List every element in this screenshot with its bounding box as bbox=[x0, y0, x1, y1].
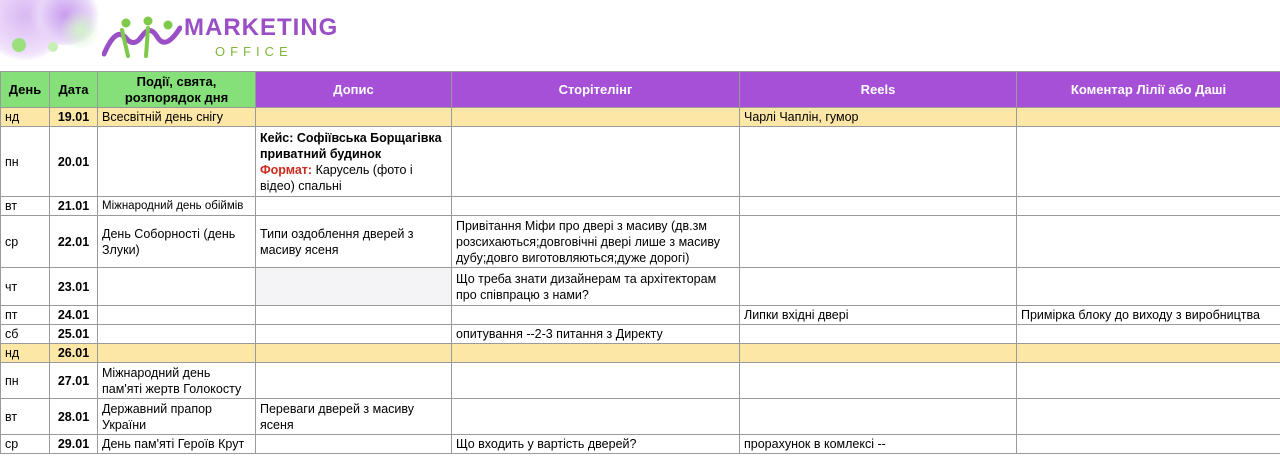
cell-post[interactable] bbox=[256, 325, 452, 344]
cell-reels[interactable]: Липки вхідні двері bbox=[740, 306, 1017, 325]
cell-events[interactable]: День Соборності (день Злуки) bbox=[98, 216, 256, 268]
cell-story[interactable] bbox=[452, 108, 740, 127]
cell-events[interactable] bbox=[98, 344, 256, 363]
table-row bbox=[1, 435, 1280, 454]
cell-story[interactable] bbox=[452, 197, 740, 216]
cell-reels[interactable] bbox=[740, 344, 1017, 363]
table-row bbox=[1, 108, 1280, 127]
cell-day[interactable]: пт bbox=[1, 306, 50, 325]
cell-events[interactable]: Всесвітній день снігу bbox=[98, 108, 256, 127]
cell-day[interactable]: сб bbox=[1, 325, 50, 344]
cell-post[interactable]: Переваги дверей з масиву ясеня bbox=[256, 399, 452, 435]
cell-events[interactable] bbox=[98, 325, 256, 344]
cell-story[interactable] bbox=[452, 306, 740, 325]
cell-post[interactable] bbox=[256, 197, 452, 216]
cell-comment[interactable] bbox=[1017, 435, 1280, 454]
table-row bbox=[1, 325, 1280, 344]
post-format-value: Карусель (фото і відео) спальні bbox=[260, 162, 413, 193]
col-header-events[interactable]: Події, свята, розпорядок дня bbox=[98, 72, 256, 108]
cell-reels[interactable] bbox=[740, 399, 1017, 435]
cell-day[interactable]: ср bbox=[1, 435, 50, 454]
cell-reels[interactable] bbox=[740, 216, 1017, 268]
cell-reels[interactable]: прорахунок в комлексі -- bbox=[740, 435, 1017, 454]
cell-day[interactable]: вт bbox=[1, 399, 50, 435]
cell-reels[interactable] bbox=[740, 268, 1017, 306]
cell-day[interactable]: ср bbox=[1, 216, 50, 268]
cell-story[interactable]: опитування --2-3 питання з Директу bbox=[452, 325, 740, 344]
cell-comment[interactable] bbox=[1017, 197, 1280, 216]
col-header-story[interactable]: Сторітелінг bbox=[452, 72, 740, 108]
table-row bbox=[1, 127, 1280, 197]
cell-story[interactable] bbox=[452, 363, 740, 399]
cell-day[interactable]: нд bbox=[1, 108, 50, 127]
cell-date[interactable]: 25.01 bbox=[50, 325, 98, 344]
table-row bbox=[1, 363, 1280, 399]
cell-date[interactable]: 29.01 bbox=[50, 435, 98, 454]
col-header-day[interactable]: День bbox=[1, 72, 50, 108]
cell-post[interactable] bbox=[256, 108, 452, 127]
logo-text-office: OFFICE bbox=[215, 44, 293, 59]
table-row bbox=[1, 344, 1280, 363]
cell-post[interactable] bbox=[256, 435, 452, 454]
cell-story[interactable]: Що треба знати дизайнерам та архітекторам про співпрацю з нами? bbox=[452, 268, 740, 306]
cell-day[interactable]: вт bbox=[1, 197, 50, 216]
cell-events[interactable]: Міжнародний день пам'яті жертв Голокосту bbox=[98, 363, 256, 399]
cell-date[interactable]: 26.01 bbox=[50, 344, 98, 363]
cell-date[interactable]: 24.01 bbox=[50, 306, 98, 325]
cell-date[interactable]: 22.01 bbox=[50, 216, 98, 268]
cell-comment[interactable] bbox=[1017, 325, 1280, 344]
cell-comment[interactable] bbox=[1017, 216, 1280, 268]
cell-story[interactable] bbox=[452, 399, 740, 435]
decor-blob bbox=[48, 42, 58, 52]
cell-day[interactable]: пн bbox=[1, 127, 50, 197]
decor-blob bbox=[60, 10, 100, 50]
col-header-post[interactable]: Допис bbox=[256, 72, 452, 108]
table-row bbox=[1, 216, 1280, 268]
cell-story[interactable] bbox=[452, 127, 740, 197]
logo-text-marketing: MARKETING bbox=[184, 14, 339, 41]
cell-events[interactable]: Державний прапор України bbox=[98, 399, 256, 435]
cell-post[interactable]: Типи оздоблення дверей з масиву ясеня bbox=[256, 216, 452, 268]
table-row bbox=[1, 399, 1280, 435]
col-header-comment[interactable]: Коментар Лілії або Даші bbox=[1017, 72, 1280, 108]
cell-date[interactable]: 23.01 bbox=[50, 268, 98, 306]
cell-date[interactable]: 27.01 bbox=[50, 363, 98, 399]
cell-events[interactable] bbox=[98, 306, 256, 325]
post-format-label: Формат: bbox=[260, 162, 313, 177]
decor-blob bbox=[12, 38, 26, 52]
cell-events[interactable]: Міжнародний день обіймів bbox=[98, 197, 256, 216]
cell-post[interactable] bbox=[256, 268, 452, 306]
cell-day[interactable]: чт bbox=[1, 268, 50, 306]
table-row bbox=[1, 306, 1280, 325]
cell-events[interactable] bbox=[98, 127, 256, 197]
cell-reels[interactable] bbox=[740, 325, 1017, 344]
content-plan-table bbox=[0, 71, 1280, 454]
logo-header bbox=[0, 0, 1280, 71]
cell-reels[interactable] bbox=[740, 363, 1017, 399]
logo-icon bbox=[102, 16, 182, 58]
cell-date[interactable]: 28.01 bbox=[50, 399, 98, 435]
cell-post[interactable] bbox=[256, 306, 452, 325]
cell-comment[interactable] bbox=[1017, 108, 1280, 127]
cell-date[interactable]: 20.01 bbox=[50, 127, 98, 197]
cell-story[interactable] bbox=[452, 344, 740, 363]
table-row bbox=[1, 268, 1280, 306]
table-row bbox=[1, 197, 1280, 216]
cell-comment[interactable]: Примірка блоку до виходу з виробництва bbox=[1017, 306, 1280, 325]
cell-post[interactable] bbox=[256, 344, 452, 363]
cell-events[interactable] bbox=[98, 268, 256, 306]
header-row bbox=[1, 72, 1280, 108]
cell-date[interactable]: 19.01 bbox=[50, 108, 98, 127]
cell-post[interactable] bbox=[256, 127, 452, 197]
cell-comment[interactable] bbox=[1017, 268, 1280, 306]
cell-reels[interactable]: Чарлі Чаплін, гумор bbox=[740, 108, 1017, 127]
cell-day[interactable]: пн bbox=[1, 363, 50, 399]
cell-comment[interactable] bbox=[1017, 399, 1280, 435]
cell-story[interactable]: Привітання Міфи про двері з масиву (дв.зм розсихаються;довговічні двері лише з масиву дубу;довго виготовляються;дуже дорогі) bbox=[452, 216, 740, 268]
post-case-title: Кейс: Софіївська Борщагівка приватний будинок bbox=[260, 130, 442, 161]
col-header-date[interactable]: Дата bbox=[50, 72, 98, 108]
cell-reels[interactable] bbox=[740, 197, 1017, 216]
cell-comment[interactable] bbox=[1017, 344, 1280, 363]
col-header-reels[interactable]: Reels bbox=[740, 72, 1017, 108]
cell-story[interactable]: Що входить у вартість дверей? bbox=[452, 435, 740, 454]
cell-day[interactable]: нд bbox=[1, 344, 50, 363]
cell-post[interactable] bbox=[256, 363, 452, 399]
cell-comment[interactable] bbox=[1017, 127, 1280, 197]
cell-reels[interactable] bbox=[740, 127, 1017, 197]
cell-date[interactable]: 21.01 bbox=[50, 197, 98, 216]
cell-comment[interactable] bbox=[1017, 363, 1280, 399]
cell-events[interactable]: День пам'яті Героїв Крут bbox=[98, 435, 256, 454]
